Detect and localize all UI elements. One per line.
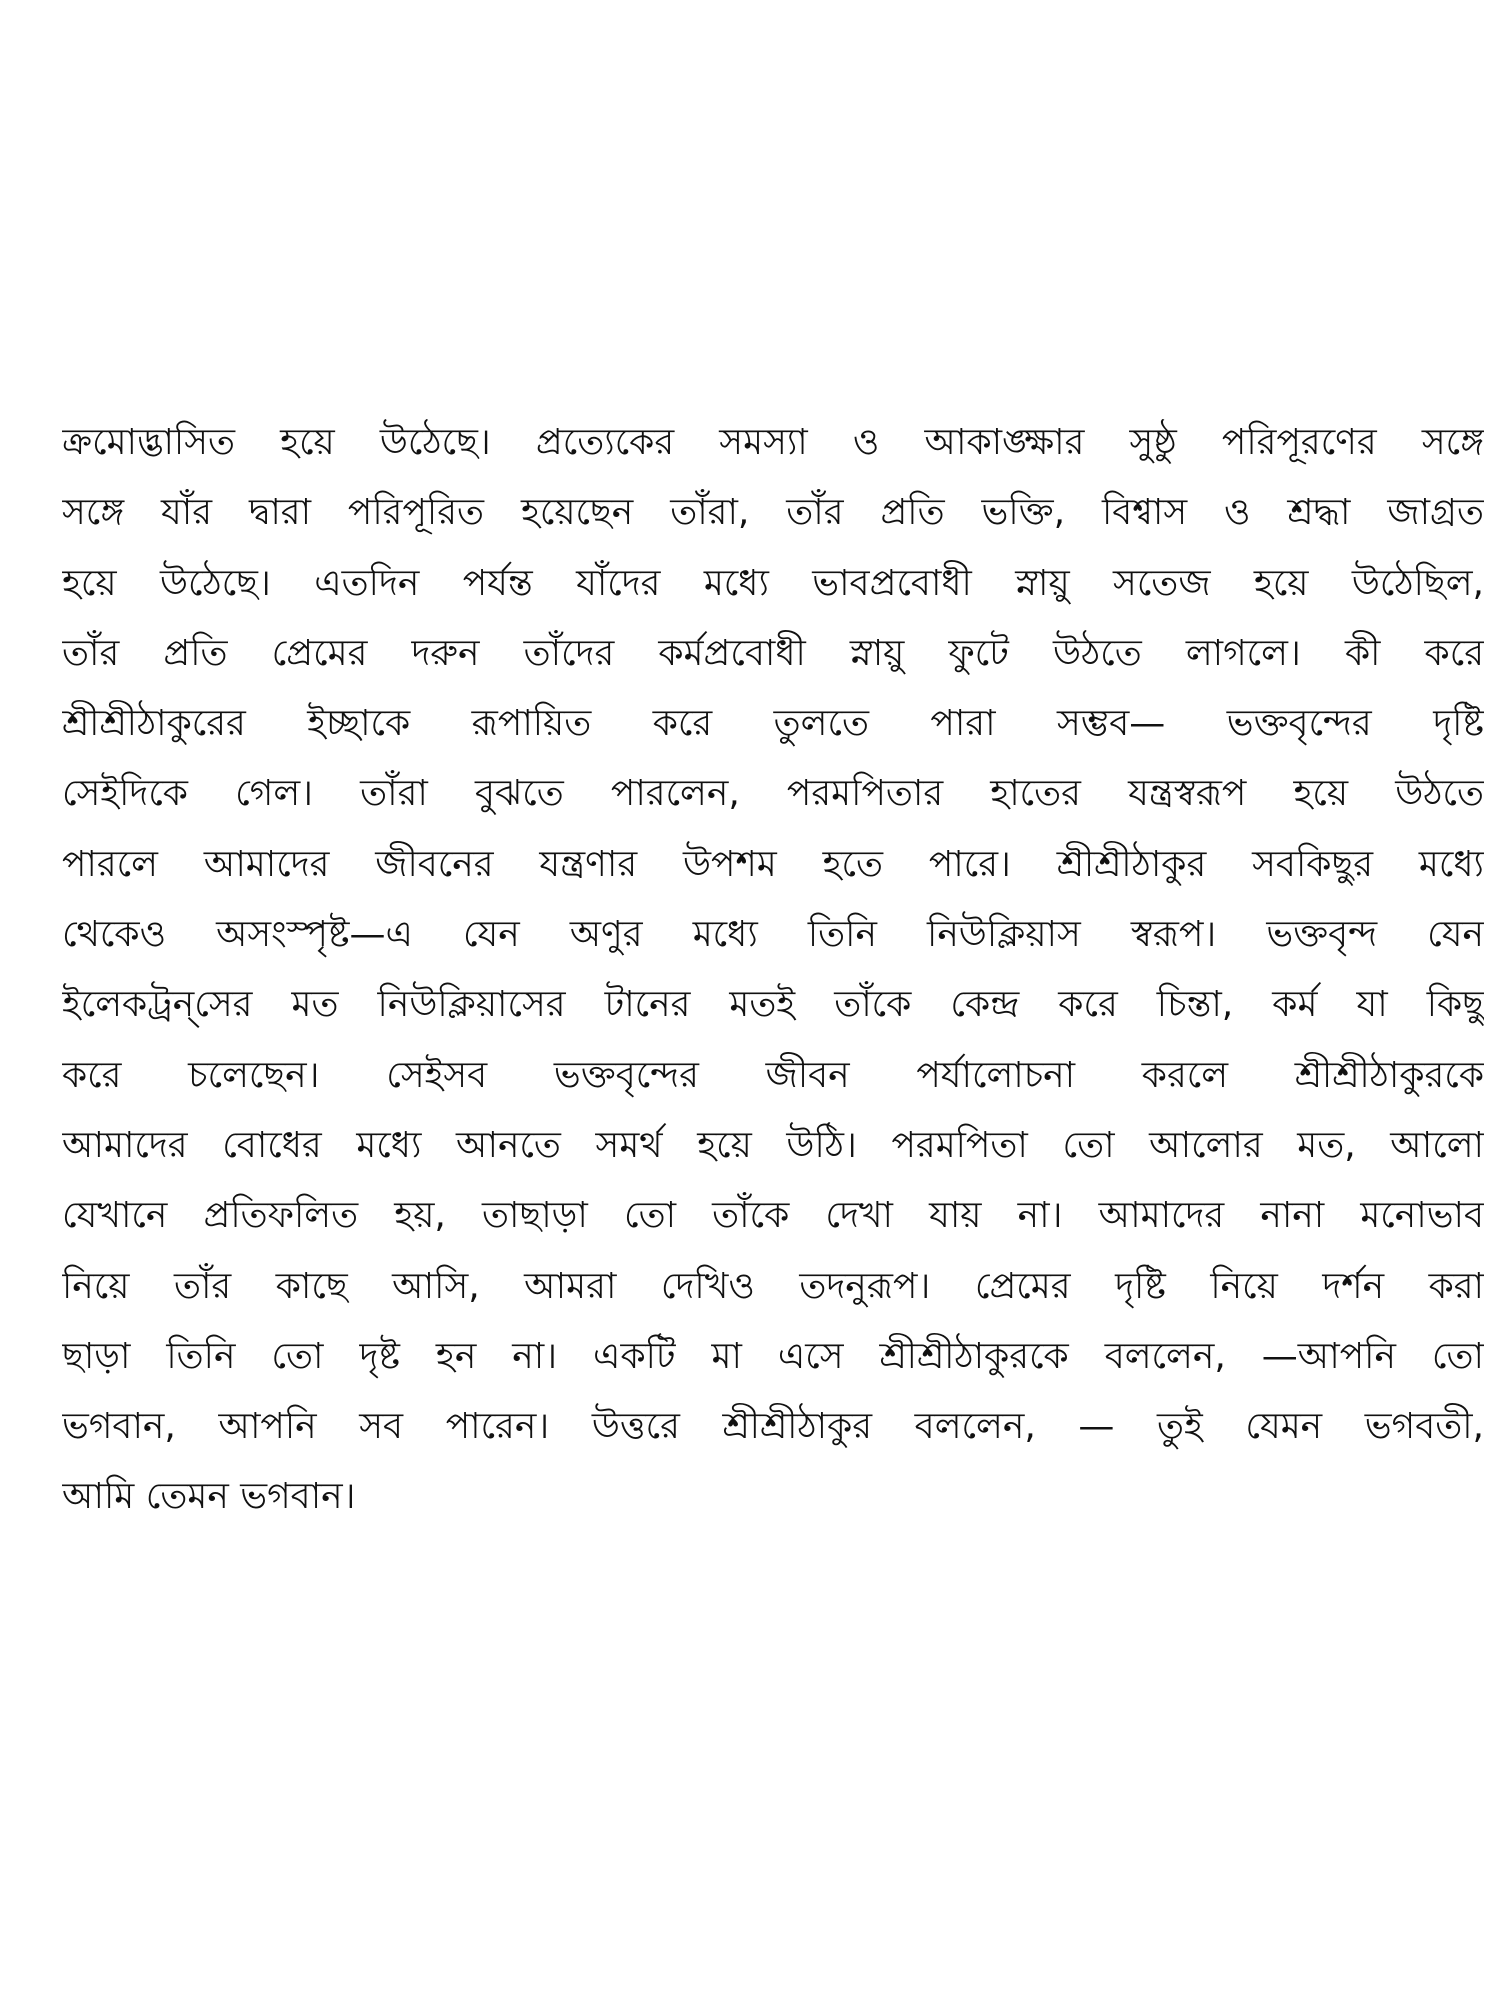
text-line: ছাড়া তিনি তো দৃষ্ট হন না। একটি মা এসে শ্রীশ্রীঠাকুরকে বললেন, —আপনি তো bbox=[62, 1335, 1484, 1377]
text-line: সেইদিকে গেল। তাঁরা বুঝতে পারলেন, পরমপিতার হাতের যন্ত্রস্বরূপ হয়ে উঠতে bbox=[62, 773, 1484, 815]
text-line: থেকেও অসংস্পৃষ্ট—এ যেন অণুর মধ্যে তিনি নিউক্লিয়াস স্বরূপ। ভক্তবৃন্দ যেন bbox=[62, 914, 1484, 956]
text-line: তাঁর প্রতি প্রেমের দরুন তাঁদের কর্মপ্রবোধী স্নায়ু ফুটে উঠতে লাগলে। কী করে bbox=[62, 632, 1484, 674]
text-line: শ্রীশ্রীঠাকুরের ইচ্ছাকে রূপায়িত করে তুলতে পারা সম্ভব— ভক্তবৃন্দের দৃষ্টি bbox=[62, 703, 1484, 745]
text-line: সঙ্গে যাঁর দ্বারা পরিপূরিত হয়েছেন তাঁরা, তাঁর প্রতি ভক্তি, বিশ্বাস ও শ্রদ্ধা জাগ্রত bbox=[62, 492, 1484, 534]
body-paragraph bbox=[62, 408, 1484, 1533]
text-line: ইলেকট্রন্‌সের মত নিউক্লিয়াসের টানের মতই তাঁকে কেন্দ্র করে চিন্তা, কর্ম যা কিছু bbox=[62, 984, 1484, 1026]
text-line: পারলে আমাদের জীবনের যন্ত্রণার উপশম হতে পারে। শ্রীশ্রীঠাকুর সবকিছুর মধ্যে bbox=[62, 843, 1484, 885]
text-line: ক্রমোদ্ভাসিত হয়ে উঠেছে। প্রত্যেকের সমস্যা ও আকাঙ্ক্ষার সুষ্ঠু পরিপূরণের সঙ্গে bbox=[62, 422, 1484, 463]
text-line: নিয়ে তাঁর কাছে আসি, আমরা দেখিও তদনুরূপ। প্রেমের দৃষ্টি নিয়ে দর্শন করা bbox=[62, 1265, 1484, 1307]
text-line: হয়ে উঠেছে। এতদিন পর্যন্ত যাঁদের মধ্যে ভাবপ্রবোধী স্নায়ু সতেজ হয়ে উঠেছিল, bbox=[62, 562, 1484, 604]
text-line: ভগবান, আপনি সব পারেন। উত্তরে শ্রীশ্রীঠাকুর বললেন, — তুই যেমন ভগবতী, bbox=[62, 1406, 1484, 1448]
text-line: যেখানে প্রতিফলিত হয়, তাছাড়া তো তাঁকে দেখা যায় না। আমাদের নানা মনোভাব bbox=[62, 1195, 1484, 1237]
text-line: আমি তেমন ভগবান। bbox=[62, 1476, 356, 1518]
text-line: আমাদের বোধের মধ্যে আনতে সমর্থ হয়ে উঠি। পরমপিতা তো আলোর মত, আলো bbox=[62, 1124, 1484, 1166]
text-line: করে চলেছেন। সেইসব ভক্তবৃন্দের জীবন পর্যালোচনা করলে শ্রীশ্রীঠাকুরকে bbox=[62, 1054, 1484, 1096]
